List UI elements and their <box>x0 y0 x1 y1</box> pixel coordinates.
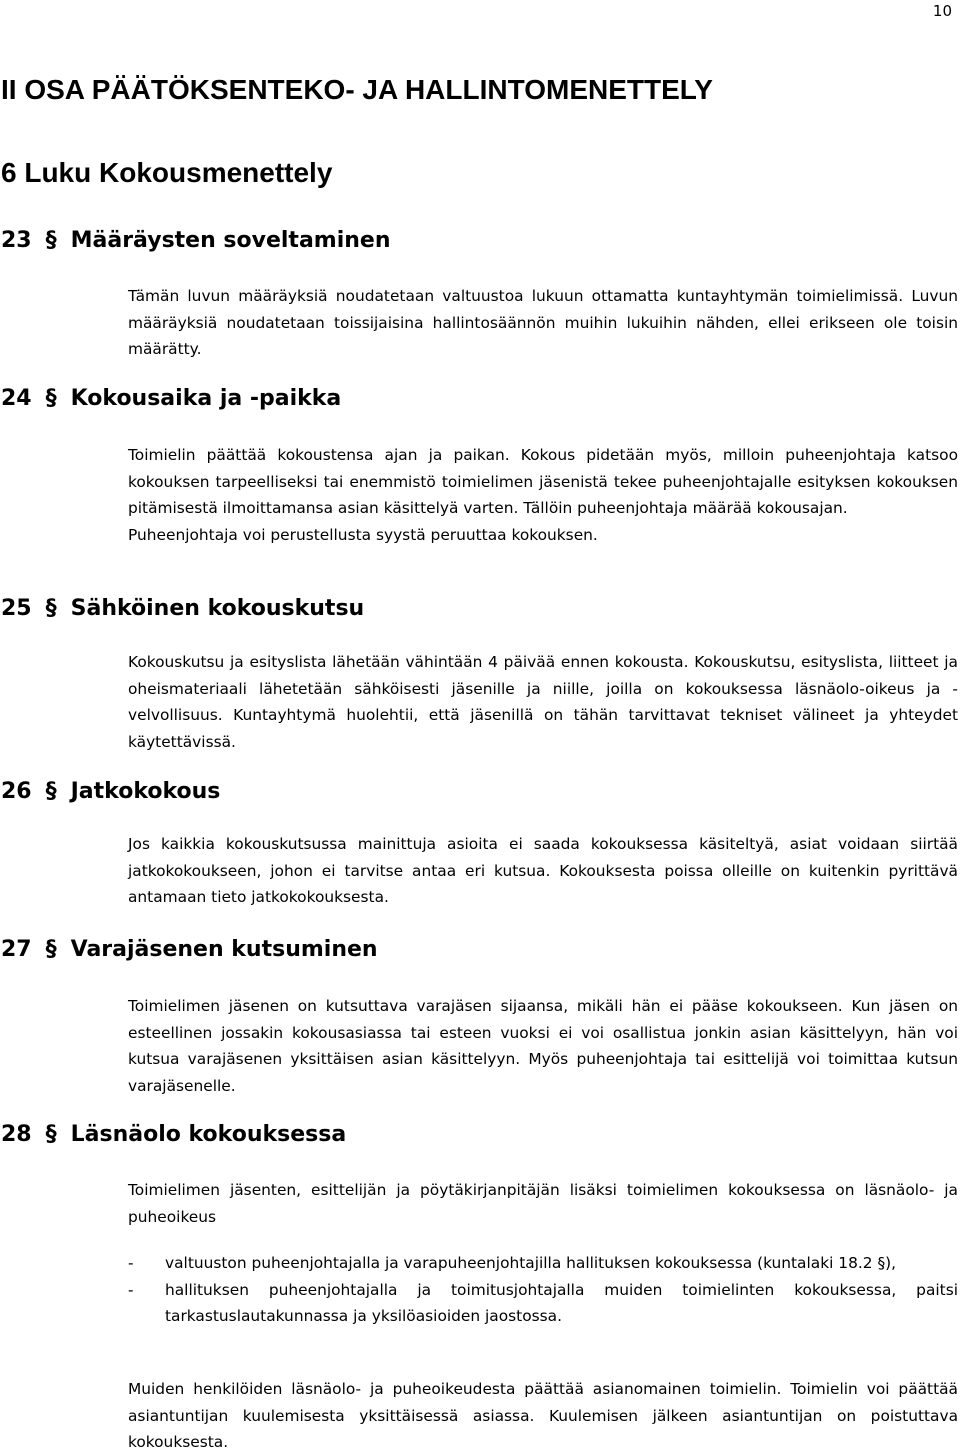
list-item <box>128 1277 958 1330</box>
section-symbol: § <box>45 228 57 253</box>
section-title: Jatkokokous <box>70 779 221 804</box>
section-23-heading <box>1 226 391 256</box>
section-number: 25 <box>1 596 32 621</box>
section-28-intro <box>128 1177 958 1230</box>
section-number: 28 <box>1 1122 32 1147</box>
section-title: Läsnäolo kokouksessa <box>70 1122 347 1147</box>
section-symbol: § <box>45 596 57 621</box>
part-title: II OSA PÄÄTÖKSENTEKO- JA HALLINTOMENETTELY <box>1 74 713 105</box>
section-28-list <box>128 1250 958 1330</box>
paragraph: Toimielin päättää kokoustensa ajan ja paikan. Kokous pidetään myös, milloin puheenjohtaja katsoo kokouksen tarpeelliseksi tai enemmistö toimielimen jäsenistä tekee puheenjohtajalle esityksen kokouksen pitämisestä ilmoittamansa asian käsittelyä varten. Tällöin puheenjohtaja määrää kokousajan. <box>128 446 958 517</box>
section-symbol: § <box>45 779 57 804</box>
section-title: Määräysten soveltaminen <box>70 228 391 253</box>
section-26-heading <box>1 777 220 807</box>
paragraph: Jos kaikkia kokouskutsussa mainittuja asioita ei saada kokouksessa käsiteltyä, asiat voidaan siirtää jatkokokoukseen, johon ei tarvitse antaa eri kutsua. Kokouksesta poissa olleille on kuitenkin pyrittävä antamaan tieto jatkokokouksesta. <box>128 835 958 906</box>
section-title: Varajäsenen kutsuminen <box>70 937 378 962</box>
section-number: 24 <box>1 386 32 411</box>
section-28-outro <box>128 1376 958 1450</box>
section-symbol: § <box>45 386 57 411</box>
paragraph: Toimielimen jäsenen on kutsuttava varajäsen sijaansa, mikäli hän ei pääse kokoukseen. Kun jäsen on esteellinen jossakin kokousasiassa tai esteen vuoksi ei voi osallistua jonkin asian käsittelyyn, hän voi kutsua varajäsenen yksittäisen asian käsittelyyn. Myös puheenjohtaja tai esittelijä voi toimittaa kutsun varajäsenelle. <box>128 997 958 1095</box>
section-23-body <box>128 283 958 363</box>
section-25-body <box>128 649 958 755</box>
section-27-heading <box>1 935 378 965</box>
paragraph: Kokouskutsu ja esityslista lähetään vähintään 4 päivää ennen kokousta. Kokouskutsu, esityslista, liitteet ja oheismateriaali lähetetään sähköisesti jäsenille ja niille, joilla on kokouksessa läsnäolo-oikeus ja -velvollisuus. Kuntayhtymä huolehtii, että jäsenillä on tähän tarvittavat tekniset välineet ja yhteydet käytettävissä. <box>128 653 958 751</box>
section-number: 26 <box>1 779 32 804</box>
section-25-heading <box>1 594 364 624</box>
section-symbol: § <box>45 1122 57 1147</box>
list-item <box>128 1250 958 1277</box>
list-marker: - <box>128 1280 134 1299</box>
section-title: Sähköinen kokouskutsu <box>70 596 365 621</box>
paragraph: Puheenjohtaja voi perustellusta syystä peruuttaa kokouksen. <box>128 525 598 544</box>
section-24-body <box>128 442 958 548</box>
list-marker: - <box>128 1254 134 1272</box>
section-symbol: § <box>45 937 57 962</box>
section-number: 27 <box>1 937 32 962</box>
paragraph: Toimielimen jäsenten, esittelijän ja pöytäkirjanpitäjän lisäksi toimielimen kokouksessa on läsnäolo- ja puheoikeus <box>128 1181 958 1226</box>
page-number: 10 <box>932 2 952 20</box>
list-item-text: valtuuston puheenjohtajalla ja varapuheenjohtajilla hallituksen kokouksessa (kuntalaki 18.2 §), <box>165 1254 897 1272</box>
section-number: 23 <box>1 228 32 253</box>
list-item-text: hallituksen puheenjohtajalla ja toimitusjohtajalla muiden toimielinten kokouksessa, paitsi tarkastuslautakunnassa ja yksilöasioiden jaostossa. <box>165 1280 958 1325</box>
paragraph: Muiden henkilöiden läsnäolo- ja puheoikeudesta päättää asianomainen toimielin. Toimielin voi päättää asiantuntijan kuulemisesta yksittäisessä asiassa. Kuulemisen jälkeen asiantuntijan on poistuttava kokouksesta. <box>128 1380 958 1450</box>
section-title: Kokousaika ja -paikka <box>70 386 342 411</box>
paragraph: Tämän luvun määräyksiä noudatetaan valtuustoa lukuun ottamatta kuntayhtymän toimielimissä. Luvun määräyksiä noudatetaan toissijaisina hallintosäännön muihin lukuihin nähden, ellei erikseen ole toisin määrätty. <box>128 287 958 358</box>
section-24-heading <box>1 384 341 414</box>
section-27-body <box>128 993 958 1099</box>
chapter-title: 6 Luku Kokousmenettely <box>1 157 333 188</box>
section-28-heading <box>1 1120 346 1150</box>
section-26-body <box>128 831 958 911</box>
